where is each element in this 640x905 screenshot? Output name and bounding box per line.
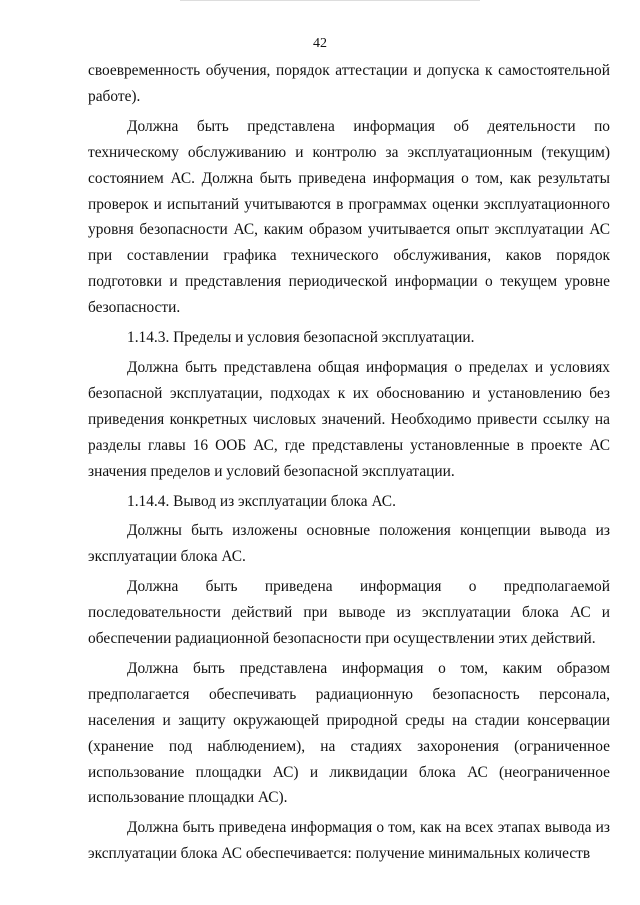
page-number: 42 xyxy=(313,36,327,51)
section-heading: 1.14.3. Пределы и условия безопасной эксплуатации. xyxy=(127,329,475,347)
paragraph: Должна быть приведена информация о предполагаемой последовательности действий при выводе из эксплуатации блока АС и обеспечении радиационной безопасности при осуществлении этих действий. xyxy=(88,578,610,648)
scan-edge-line xyxy=(180,0,480,1)
section-heading: 1.14.4. Вывод из эксплуатации блока АС. xyxy=(127,492,396,510)
paragraph: Должна быть приведена информация о том, как на всех этапах вывода из эксплуатации блока АС обеспечивается: получение минимальных количеств xyxy=(88,819,610,863)
document-body xyxy=(88,58,610,871)
paragraph: Должна быть представлена информация об деятельности по техническому обслуживанию и контролю за эксплуатационным (текущим) состоянием АС. Должна быть приведена информация о том, как результаты проверок и испытаний учитываются в программах оценки эксплуатационного уровня безопасности АС, каким образом учитывается опыт эксплуатации АС при составлении графика технического обслуживания, каков порядок подготовки и представления периодической информации о текущем уровне безопасности. xyxy=(88,117,610,317)
paragraph: Должна быть представлена информация о том, каким образом предполагается обеспечивать радиационную безопасность персонала, населения и защиту окружающей природной среды на стадии консервации (хранение под наблюдением), на стадиях захоронения (ограниченное использование площадки АС) и ликвидации блока АС (неограниченное использование площадки АС). xyxy=(88,659,610,807)
paragraph: Должны быть изложены основные положения концепции вывода из эксплуатации блока АС. xyxy=(88,522,610,566)
paragraph: Должна быть представлена общая информация о пределах и условиях безопасной эксплуатации, подходах к их обоснованию и установлению без приведения конкретных числовых значений. Необходимо привести ссылку на разделы главы 16 ООБ АС, где представлены установленные в проекте АС значения пределов и условий безопасной эксплуатации. xyxy=(88,358,610,480)
paragraph: своевременность обучения, порядок аттестации и допуска к самостоятельной работе). xyxy=(88,62,610,105)
